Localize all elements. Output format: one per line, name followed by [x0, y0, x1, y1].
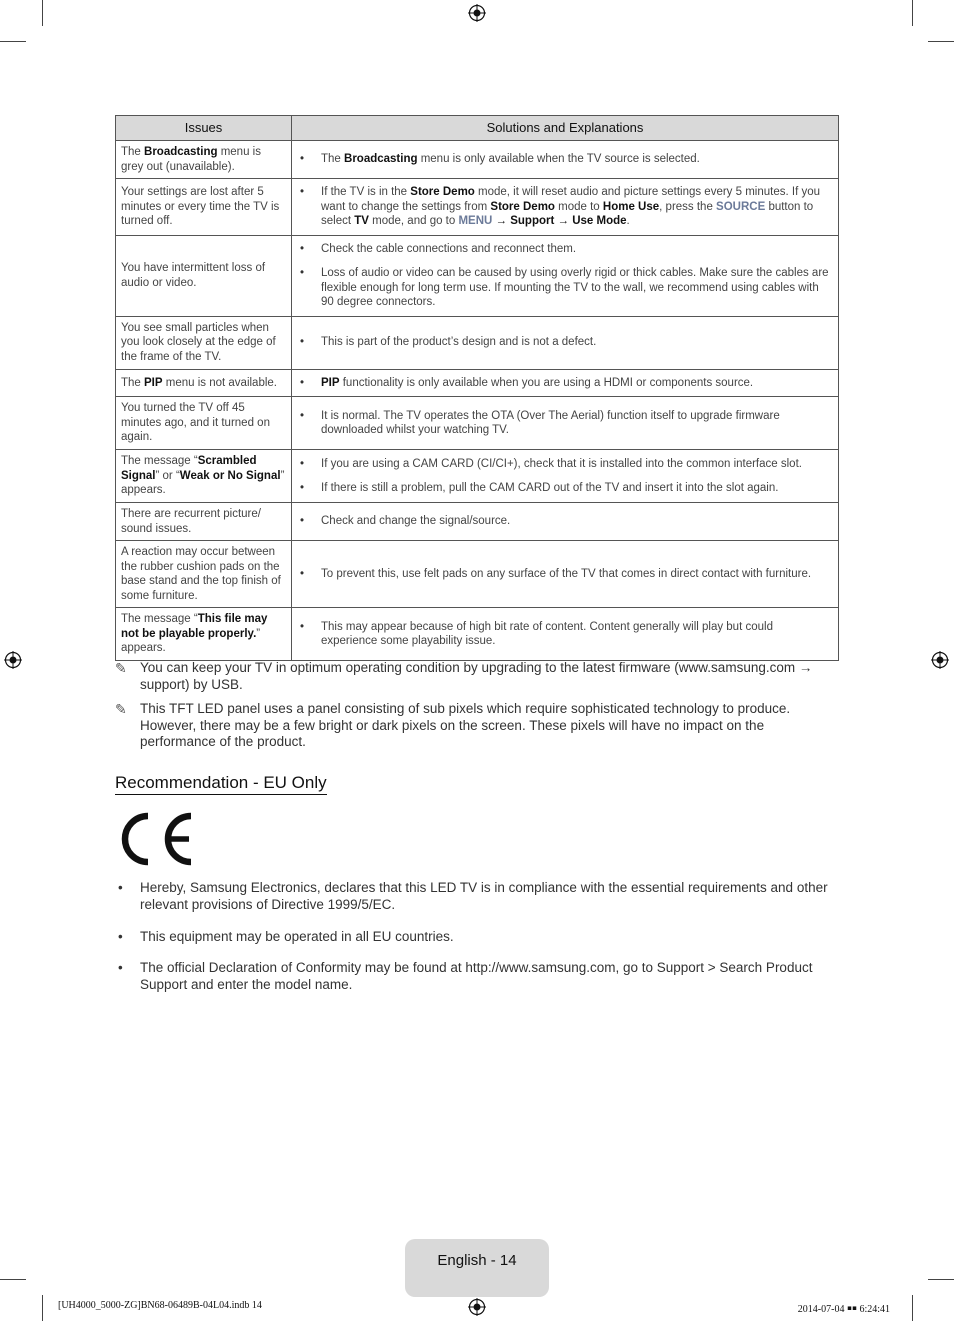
pencil-note-icon: ✎ — [115, 701, 127, 717]
issue-cell: You see small particles when you look closely at the edge of the frame of the TV. — [116, 316, 292, 369]
page-number: English - 14 — [437, 1252, 517, 1269]
solution-bullet: • The Broadcasting menu is only available when the TV source is selected. — [300, 152, 832, 167]
solution-cell — [292, 369, 839, 397]
solution-bullet: • Check and change the signal/source. — [300, 514, 832, 529]
issue-cell: A reaction may occur between the rubber cushion pads on the base stand and the top finish of some furniture. — [116, 541, 292, 608]
table-row — [116, 541, 839, 608]
issue-cell: The message “This file may not be playable properly.” appears. — [116, 608, 292, 661]
registration-mark-icon — [468, 4, 486, 22]
solution-bullet: • This is part of the product’s design and is not a defect. — [300, 335, 832, 350]
solution-cell — [292, 450, 839, 503]
crop-mark — [912, 0, 913, 26]
registration-mark-icon — [468, 1298, 486, 1316]
table-row — [116, 503, 839, 541]
solution-bullet: • Loss of audio or video can be caused by using overly rigid or thick cables. Make sure the cables are flexible enough for long term use. If mounting the TV to the wall, we recommend using cables with 90 degree connectors. — [300, 266, 832, 310]
crop-mark — [912, 1295, 913, 1321]
crop-mark — [0, 1279, 26, 1280]
solution-cell — [292, 397, 839, 450]
list-item: • The official Declaration of Conformity may be found at http://www.samsung.com, go to Support > Search Product Support and enter the model name. — [118, 960, 813, 992]
table-row — [116, 369, 839, 397]
issue-cell: The Broadcasting menu is grey out (unavailable). — [116, 141, 292, 179]
footer-file-info: [UH4000_5000-ZG]BN68-06489B-04L04.indb 14 — [58, 1300, 262, 1311]
solution-bullet: • Check the cable connections and reconnect them. — [300, 242, 832, 257]
table-row — [116, 141, 839, 179]
issue-cell: The message “Scrambled Signal” or “Weak or No Signal” appears. — [116, 450, 292, 503]
table-row — [116, 179, 839, 236]
table-row — [116, 235, 839, 316]
solution-cell — [292, 608, 839, 661]
page-number-tab — [405, 1239, 549, 1297]
solution-bullet: • This may appear because of high bit rate of content. Content generally will play but could experience some playability issue. — [300, 620, 832, 649]
solution-cell — [292, 541, 839, 608]
table-row — [116, 450, 839, 503]
ce-mark-logo — [121, 812, 195, 866]
issue-cell: The PIP menu is not available. — [116, 369, 292, 397]
list-item: • Hereby, Samsung Electronics, declares that this LED TV is in compliance with the essential requirements and other relevant provisions of Directive 1999/5/EC. — [118, 880, 828, 912]
column-header-solutions: Solutions and Explanations — [292, 116, 839, 141]
crop-mark — [928, 1279, 954, 1280]
solution-bullet: • If there is still a problem, pull the CAM CARD out of the TV and insert it into the slot again. — [300, 481, 832, 496]
list-item: • This equipment may be operated in all EU countries. — [118, 929, 454, 944]
table-row — [116, 397, 839, 450]
footer-timestamp: 2014-07-04 ￭￭ 6:24:41 — [797, 1304, 890, 1315]
solution-cell — [292, 316, 839, 369]
crop-mark — [928, 41, 954, 42]
solution-bullet: • PIP functionality is only available when you are using a HDMI or components source. — [300, 376, 832, 391]
solution-bullet: • If the TV is in the Store Demo mode, it will reset audio and picture settings every 5 minutes. If you want to change the settings from Store Demo mode to Home Use, press the SOURCE button to select TV mode, and go to MENU → Support → Use Mode. — [300, 185, 832, 229]
issue-cell: Your settings are lost after 5 minutes or every time the TV is turned off. — [116, 179, 292, 236]
solution-cell — [292, 141, 839, 179]
column-header-issues: Issues — [116, 116, 292, 141]
table-row — [116, 608, 839, 661]
crop-mark — [42, 1295, 43, 1321]
crop-mark — [0, 41, 26, 42]
issue-cell: You turned the TV off 45 minutes ago, and it turned on again. — [116, 397, 292, 450]
table-header-row — [116, 116, 839, 141]
solution-bullet: • To prevent this, use felt pads on any surface of the TV that comes in direct contact with furniture. — [300, 567, 832, 582]
solution-cell — [292, 503, 839, 541]
section-heading: Recommendation - EU Only — [115, 773, 327, 795]
pencil-note-icon: ✎ — [115, 660, 127, 676]
note-firmware: ✎ You can keep your TV in optimum operating condition by upgrading to the latest firmware (www.samsung.com → support) by USB. — [115, 660, 813, 692]
solution-cell — [292, 179, 839, 236]
issue-cell: You have intermittent loss of audio or video. — [116, 235, 292, 316]
solution-cell — [292, 235, 839, 316]
note-panel-pixels: ✎ This TFT LED panel uses a panel consisting of sub pixels which require sophisticated technology to produce. However, there may be a few bright or dark pixels on the screen. These pixels will have no impact on the performance of the product. — [115, 701, 791, 749]
registration-mark-icon — [931, 651, 949, 669]
solution-bullet: • It is normal. The TV operates the OTA (Over The Aerial) function itself to upgrade firmware downloaded whilst your watching TV. — [300, 409, 832, 438]
troubleshooting-table — [115, 115, 839, 661]
table-row — [116, 316, 839, 369]
registration-mark-icon — [4, 651, 22, 669]
crop-mark — [42, 0, 43, 26]
issue-cell: There are recurrent picture/ sound issues. — [116, 503, 292, 541]
solution-bullet: • If you are using a CAM CARD (CI/CI+), check that it is installed into the common interface slot. — [300, 457, 832, 472]
